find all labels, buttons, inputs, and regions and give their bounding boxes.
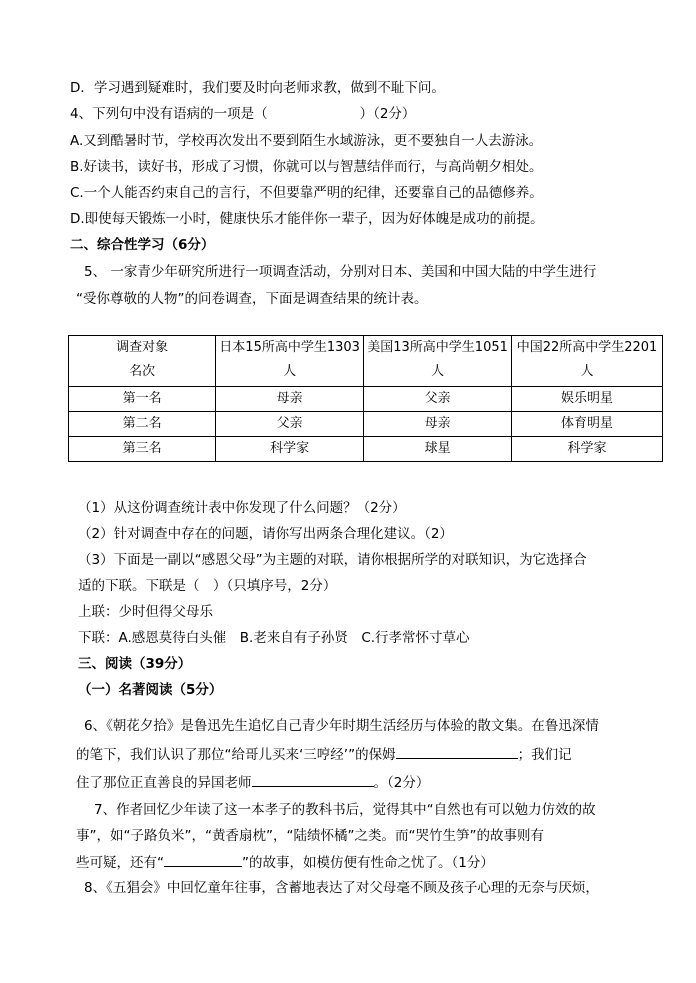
q5-sub-1: （1）从这份调查统计表中你发现了什么问题？（2分）	[78, 500, 406, 516]
header-japan-line2: 人	[283, 364, 297, 379]
header-survey-target: 调查对象	[116, 340, 169, 355]
q7-line-1: 7、作者回忆少年读了这一本孝子的教科书后，觉得其中“自然也有可以勉力仿效的故	[94, 802, 596, 818]
china-cell: 娱乐明星	[512, 387, 663, 412]
section-2-title: 二、综合性学习（6分）	[70, 237, 215, 253]
q8-line-1: 8、《五猖会》中回忆童年往事，含蓄地表达了对父母毫不顾及孩子心理的无奈与厌烦，	[84, 880, 599, 896]
q5-sub-3-line-1: （3）下面是一副以“感恩父母”为主题的对联，请你根据所学的对联知识，为它选择合	[78, 552, 587, 568]
q7-line-2: 事”，如“子路负米”，“黄香扇枕”，“陆绩怀橘”之类。而“哭竹生笋”的故事则有	[76, 828, 544, 844]
q3-option-d: D．学习遇到疑难时，我们要及时向老师求教，做到不耻下问。	[70, 80, 445, 96]
table-row	[69, 437, 663, 462]
rank-cell: 第三名	[69, 437, 216, 462]
q6-line-2	[76, 744, 572, 765]
survey-table	[68, 335, 663, 462]
table-header-china	[512, 336, 663, 387]
q4-option-a: A.又到酷暑时节，学校再次发出不要到陌生水域游泳，更不要独自一人去游泳。	[70, 133, 543, 149]
q7-line-3	[76, 852, 494, 873]
q5-line-1: 5、 一家青少年研究所进行一项调查活动，分别对日本、美国和中国大陆的中学生进行	[84, 264, 597, 280]
usa-cell: 球星	[364, 437, 512, 462]
china-cell: 体育明星	[512, 412, 663, 437]
table-header-row	[69, 336, 663, 387]
header-japan-line1: 日本15所高中学生1303	[219, 340, 360, 355]
table-row	[69, 387, 663, 412]
q6-blank-nanny[interactable]	[396, 744, 518, 759]
q7-line-3-start: 些可疑，还有“	[76, 855, 164, 871]
japan-cell: 父亲	[216, 412, 364, 437]
q4-option-b: B.好读书，读好书，形成了习惯，你就可以与智慧结伴而行，与高尚朝夕相处。	[70, 159, 543, 175]
japan-cell: 科学家	[216, 437, 364, 462]
q5-line-2: “受你尊敬的人物”的问卷调查，下面是调查结果的统计表。	[76, 291, 428, 307]
q7-line-3-end: ”的故事，如模仿便有性命之忧了。（1分）	[242, 855, 494, 871]
header-china-line2: 人	[580, 364, 594, 379]
q7-blank-story[interactable]	[164, 852, 242, 867]
table-header-japan	[216, 336, 364, 387]
q5-sub-3-line-2: 适的下联。下联是（ ）（只填序号，2分）	[78, 578, 337, 594]
q6-line-3-end: 。（2分）	[373, 775, 430, 791]
q4-option-d: D.即使每天锻炼一小时，健康快乐才能伴你一辈子，因为好体魄是成功的前提。	[70, 211, 544, 227]
section-3-title: 三、阅读（39分）	[78, 656, 192, 672]
header-rank: 名次	[129, 364, 156, 379]
q6-line-3	[76, 772, 429, 793]
q6-line-1: 6、《朝花夕拾》是鲁迅先生追忆自己青少年时期生活经历与体验的散文集。在鲁迅深情	[84, 718, 599, 734]
sub-section-1-title: （一）名著阅读（5分）	[78, 682, 223, 698]
q4-stem-end: ）（2分）	[359, 106, 416, 122]
header-china-line1: 中国22所高中学生2201	[516, 340, 658, 355]
table-header-corner	[69, 336, 216, 387]
q6-line-2-end: ；我们记	[517, 747, 572, 763]
table-row	[69, 412, 663, 437]
table-header-usa	[364, 336, 512, 387]
q4-stem	[70, 104, 415, 124]
couplet-upper: 上联：少时但得父母乐	[78, 604, 213, 620]
q5-sub-2: （2）针对调查中存在的问题，请你写出两条合理化建议。（2）	[78, 526, 453, 542]
q4-stem-start: 4、下列句中没有语病的一项是（	[70, 106, 268, 122]
header-usa-line1: 美国13所高中学生1051	[367, 340, 508, 355]
usa-cell: 母亲	[364, 412, 512, 437]
q6-blank-teacher[interactable]	[252, 772, 374, 787]
rank-cell: 第一名	[69, 387, 216, 412]
couplet-lower: 下联：A.感恩莫待白头催 B.老来自有子孙贤 C.行孝常怀寸草心	[78, 630, 470, 646]
rank-cell: 第二名	[69, 412, 216, 437]
japan-cell: 母亲	[216, 387, 364, 412]
q6-line-2-start: 的笔下，我们认识了那位“给哥儿买来‘三哼经’”的保姆	[76, 747, 396, 763]
q6-line-3-start: 住了那位正直善良的异国老师	[76, 775, 252, 791]
china-cell: 科学家	[512, 437, 663, 462]
usa-cell: 父亲	[364, 387, 512, 412]
header-usa-line2: 人	[431, 364, 445, 379]
q4-option-c: C.一个人能否约束自己的言行，不但要靠严明的纪律，还要靠自己的品德修养。	[70, 185, 543, 201]
